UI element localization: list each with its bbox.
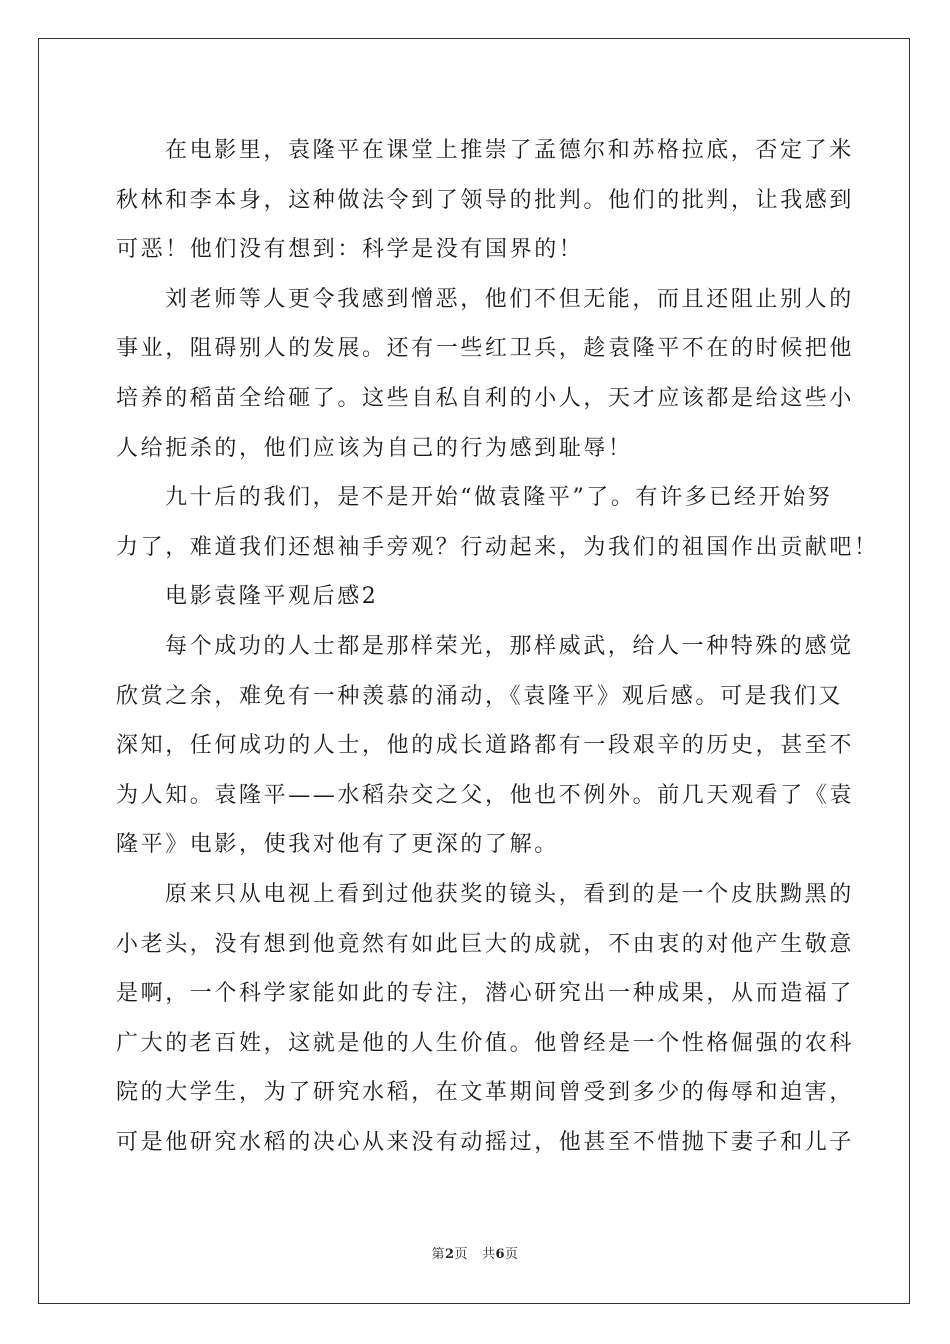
text-line: 秋林和李本身，这种做法令到了领导的批判。他们的批判，让我感到 <box>116 187 855 213</box>
page-footer <box>0 1243 950 1262</box>
text-line: 欣赏之余，难免有一种羡慕的涌动，《袁隆平》观后感。可是我们又 <box>116 683 844 709</box>
text-line: 为人知。袁隆平——水稻杂交之父，他也不例外。前几天观看了《袁 <box>116 782 855 808</box>
text-line: 可恶！他们没有想到：科学是没有国界的！ <box>116 237 584 263</box>
text-line: 可是他研究水稻的决心从来没有动摇过，他甚至不惜抛下妻子和儿子 <box>116 1129 855 1155</box>
text-line: 九十后的我们，是不是开始“做袁隆平”了。有许多已经开始努 <box>165 485 833 511</box>
page-prefix: 第 <box>431 1247 445 1262</box>
document-body <box>116 126 879 1167</box>
page-number: 2 <box>444 1247 455 1262</box>
text-line: 刘老师等人更令我感到憎恶，他们不但无能，而且还阻止别人的 <box>165 286 854 312</box>
text-line: 电影袁隆平观后感2 <box>165 584 379 610</box>
page-suffix: 页 <box>454 1247 469 1262</box>
text-line: 每个成功的人士都是那样荣光，那样威武，给人一种特殊的感觉 <box>165 633 854 659</box>
text-line: 院的大学生，为了研究水稻，在文革期间曾受到多少的侮辱和迫害， <box>116 1080 855 1106</box>
text-line: 在电影里，袁隆平在课堂上推崇了孟德尔和苏格拉底，否定了米 <box>165 138 854 163</box>
text-line: 力了，难道我们还想袖手旁观？行动起来，为我们的祖国作出贡献吧！ <box>116 534 879 560</box>
text-line: 深知，任何成功的人士，他的成长道路都有一段艰辛的历史，甚至不 <box>116 733 855 759</box>
text-line: 隆平》电影，使我对他有了更深的了解。 <box>116 832 559 858</box>
total-prefix: 共 <box>481 1247 496 1262</box>
text-line: 是啊，一个科学家能如此的专注，潜心研究出一种成果，从而造福了 <box>116 981 855 1007</box>
total-pages: 6 <box>495 1247 506 1262</box>
text-line: 原来只从电视上看到过他获奖的镜头，看到的是一个皮肤黝黑的 <box>165 881 854 907</box>
text-line: 人给扼杀的，他们应该为自己的行为感到耻辱！ <box>116 435 633 461</box>
text-line: 培养的稻苗全给砸了。这些自私自利的小人，天才应该都是给这些小 <box>116 385 855 411</box>
text-line: 广大的老百姓，这就是他的人生价值。他曾经是一个性格倔强的农科 <box>116 1030 855 1056</box>
total-suffix: 页 <box>505 1247 519 1262</box>
text-line: 小老头，没有想到他竟然有如此巨大的成就，不由衷的对他产生敬意 <box>116 931 855 957</box>
text-line: 事业，阻碍别人的发展。还有一些红卫兵，趁袁隆平不在的时候把他 <box>116 336 855 362</box>
